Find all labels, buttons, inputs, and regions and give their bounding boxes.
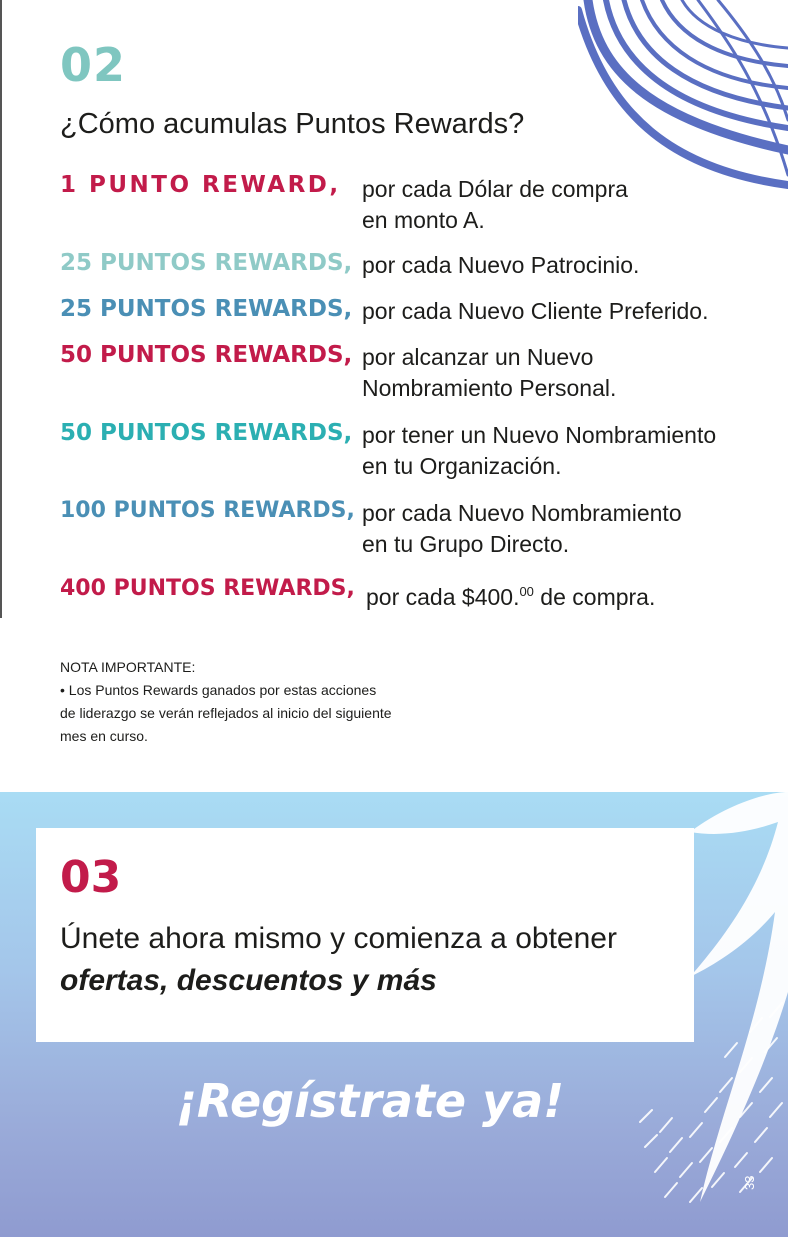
reward-description [362, 174, 762, 236]
note-heading: NOTA IMPORTANTE: [60, 659, 196, 675]
section-title: ¿Cómo acumulas Puntos Rewards? [60, 108, 525, 140]
note-line: • Los Puntos Rewards ganados por estas acciones [60, 682, 377, 698]
reward-desc-line: por cada Dólar de compra [362, 176, 628, 202]
reward-label: 50 PUNTOS REWARDS, [60, 420, 353, 446]
reward-desc-line: por tener un Nuevo Nombramiento [362, 422, 717, 448]
reward-description [362, 420, 762, 482]
section-number-03: 03 [60, 852, 122, 903]
reward-description [362, 250, 762, 281]
reward-desc-line: en tu Grupo Directo. [362, 531, 570, 557]
signup-headline: Únete ahora mismo y comienza a obtener [60, 922, 617, 955]
reward-description [366, 576, 766, 613]
reward-description [362, 498, 762, 560]
reward-desc-line: por cada Nuevo Patrocinio. [362, 252, 640, 278]
note-line: de liderazgo se verán reflejados al inicio del siguiente [60, 705, 392, 721]
reward-desc-line: por cada Nuevo Nombramiento [362, 500, 682, 526]
reward-desc-superscript: 00 [519, 584, 534, 599]
reward-label: 25 PUNTOS REWARDS, [60, 250, 353, 276]
signup-card [36, 828, 694, 1042]
signup-section [0, 792, 788, 1237]
reward-description [362, 342, 762, 404]
reward-desc-text: por cada $400. [366, 584, 520, 610]
reward-desc-line: por alcanzar un Nuevo [362, 344, 594, 370]
reward-description [362, 296, 762, 327]
reward-desc-line: Nombramiento Personal. [362, 375, 617, 401]
reward-desc-line: por cada Nuevo Cliente Preferido. [362, 298, 709, 324]
left-margin-rule [0, 0, 2, 618]
reward-label: 400 PUNTOS REWARDS, [60, 576, 355, 601]
reward-desc-line [366, 576, 766, 613]
reward-desc-line: en monto A. [362, 207, 485, 233]
reward-label: 1 PUNTO REWARD, [60, 172, 341, 198]
reward-desc-text: de compra. [533, 584, 656, 610]
page-number: 33 [742, 1175, 757, 1190]
reward-label: 25 PUNTOS REWARDS, [60, 296, 353, 322]
reward-desc-line: en tu Organización. [362, 453, 562, 479]
reward-label: 100 PUNTOS REWARDS, [60, 498, 355, 523]
signup-benefits: ofertas, descuentos y más [60, 964, 437, 997]
swirl-decoration-icon [578, 0, 788, 195]
important-note [60, 656, 392, 748]
section-number-02: 02 [60, 38, 127, 92]
register-now-button[interactable]: ¡Regístrate ya! [175, 1074, 565, 1128]
note-line: mes en curso. [60, 728, 148, 744]
reward-label: 50 PUNTOS REWARDS, [60, 342, 353, 368]
